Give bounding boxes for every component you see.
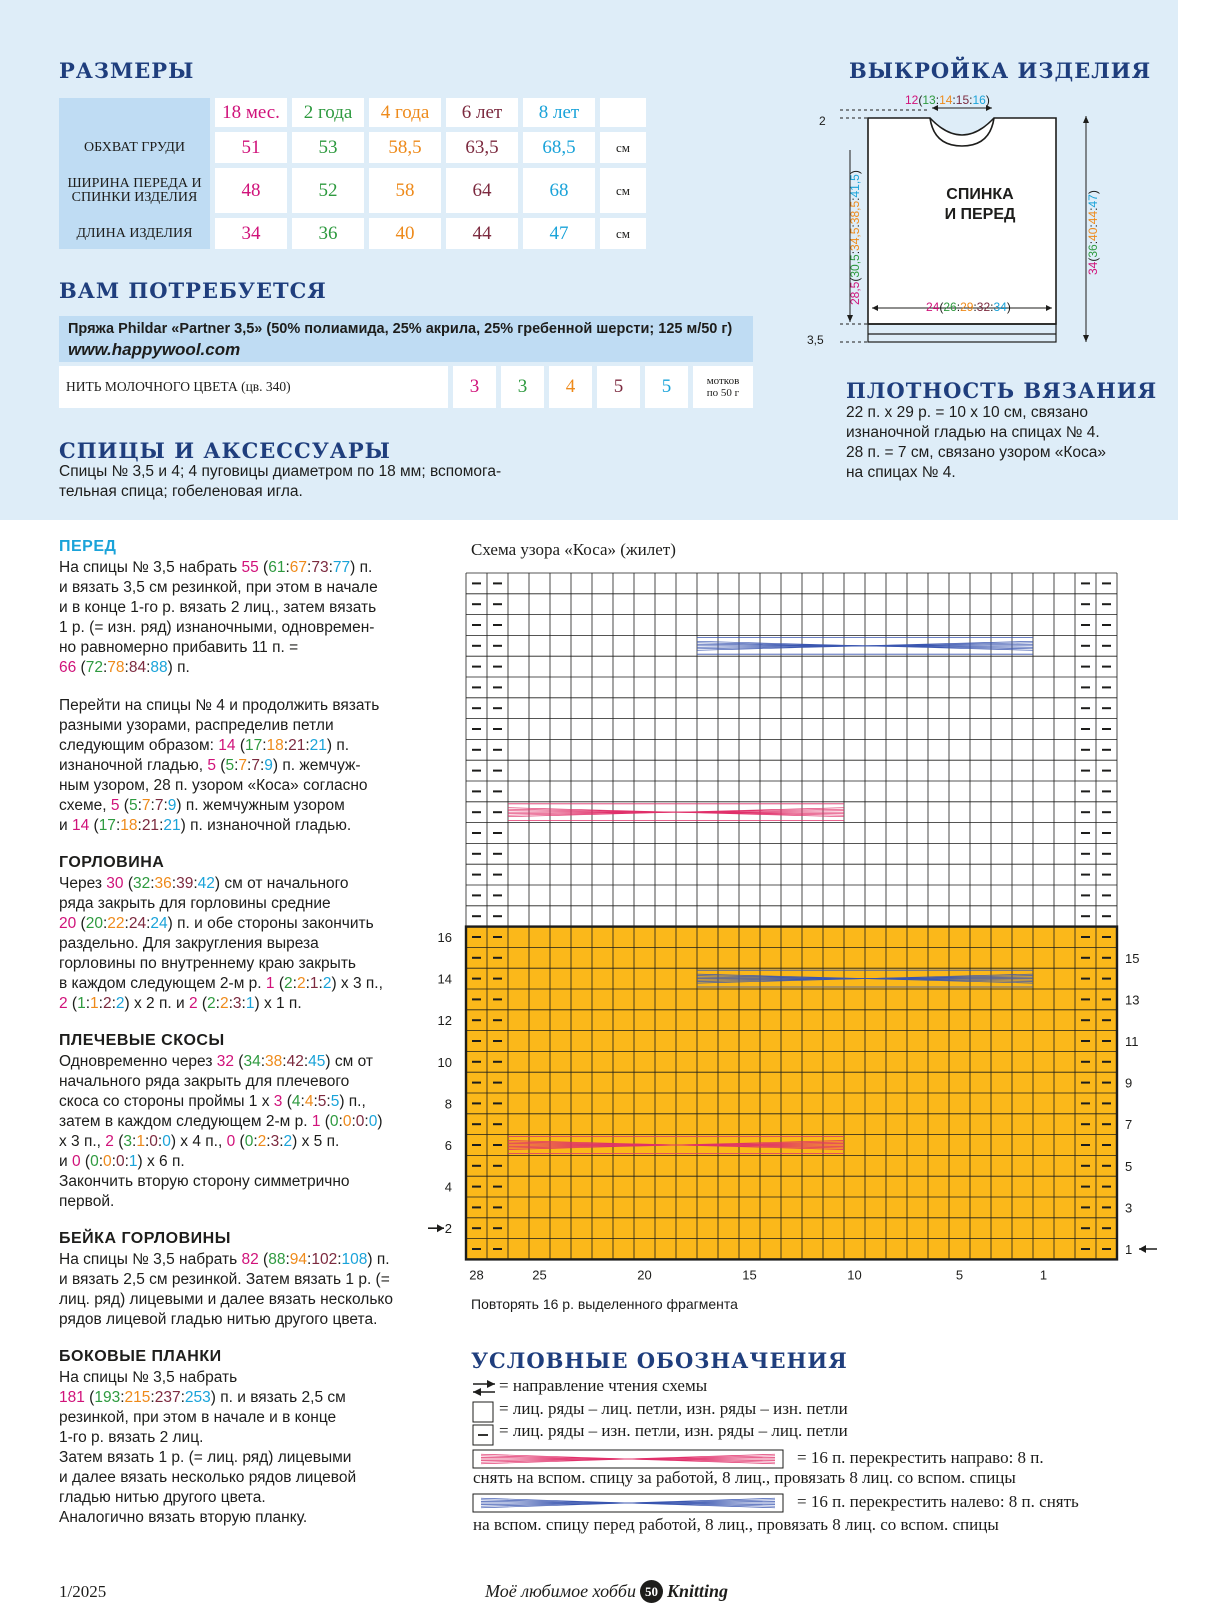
chart-col-label: 25 [532, 1267, 547, 1283]
needles-text: Спицы № 3,5 и 4; 4 пуговицы диаметром по 18 мм; вспомога- тельная спица; гобеленовая игла. [59, 463, 502, 500]
gauge-text: 22 п. х 29 р. = 10 х 10 см, связано изнаночной гладью на спицах № 4. 28 п. = 7 см, связано узором «Коса» на спицах № 4. [846, 404, 1107, 481]
instruction-line: горловины по внутреннему краю закрыть [59, 955, 356, 972]
skein-4y: 4 [549, 366, 592, 408]
instruction-line: На спицы № 3,5 набрать 82 (88:94:102:108) п. [59, 1251, 390, 1268]
instruction-line: скоса со стороны проймы 1 х 3 (4:4:5:5) п., [59, 1093, 366, 1110]
size-row-label: ДЛИНА ИЗДЕЛИЯ [59, 218, 210, 249]
size-value: 63,5 [446, 132, 518, 163]
chart-row-label: 1 [1125, 1242, 1133, 1257]
chart-row-label: 15 [1125, 950, 1140, 966]
reading-arrow-left-head [437, 1224, 444, 1232]
instruction-line: первой. [59, 1193, 115, 1210]
size-value: 44 [446, 218, 518, 249]
size-row-label: ОБХВАТ ГРУДИ [59, 132, 210, 163]
instruction-line: и вязать 3,5 см резинкой, при этом в начале [59, 579, 378, 596]
chart-row-label: 5 [1125, 1158, 1133, 1174]
instruction-line: На спицы № 3,5 набрать [59, 1369, 238, 1386]
instruction-line: Одновременно через 32 (34:38:42:45) см от [59, 1053, 373, 1070]
pattern-left-measure: 28,5(30,5:34,5:38,5:41,5) [848, 170, 862, 305]
instruction-line: гладью нитью другого цвета. [59, 1489, 266, 1506]
size-value: 64 [446, 168, 518, 213]
pattern-bottom-measure: 24(26:29:32:34) [926, 300, 1011, 314]
footer-brand [485, 1580, 728, 1603]
instruction-section-title: ПЕРЕД [59, 538, 117, 555]
chart-row-label: 9 [1125, 1075, 1133, 1091]
instruction-line: ным узором, 28 п. узором «Коса» согласно [59, 777, 368, 794]
chart-row-label: 10 [437, 1054, 452, 1070]
instruction-line: и в конце 1-го р. вязать 2 лиц., затем вязать [59, 599, 377, 616]
instruction-line: и вязать 2,5 см резинкой. Затем вязать 1 р. (= [59, 1271, 390, 1288]
instruction-line: начального ряда закрыть для плечевого [59, 1073, 350, 1090]
garment-schematic [820, 90, 1120, 360]
pattern-rib-measure: 3,5 [807, 333, 824, 347]
legend-knit-text: = лиц. ряды – лиц. петли, изн. ряды – изн. петли [499, 1399, 848, 1418]
chart-row-label: 7 [1125, 1117, 1133, 1133]
legend-cable-left-2: на вспом. спицу перед работой, 8 лиц., провязать 8 лиц. со вспом. спицы [473, 1515, 999, 1534]
size-row-label: ШИРИНА ПЕРЕДА И СПИНКИ ИЗДЕЛИЯ [59, 168, 210, 213]
instruction-line: Перейти на спицы № 4 и продолжить вязать [59, 697, 380, 714]
size-value: 52 [292, 168, 364, 213]
chart-row-label: 16 [437, 930, 452, 945]
instruction-line: Аналогично вязать вторую планку. [59, 1509, 308, 1526]
instruction-line: следующим образом: 14 (17:18:21:21) п. [59, 737, 350, 754]
legend-purl-text: = лиц. ряды – изн. петли, изн. ряды – лиц. петли [499, 1421, 848, 1440]
chart-row-label: 13 [1125, 992, 1140, 1008]
size-header: 2 года [292, 98, 364, 127]
pattern-right-measure: 34(36:40:44:47) [1086, 190, 1100, 275]
size-header-empty [600, 98, 646, 127]
cable-chart [420, 565, 1200, 1285]
pattern-shoulder-measure: 2 [819, 114, 826, 128]
reading-arrow-right-head [1139, 1245, 1146, 1253]
chart-row-label: 4 [444, 1179, 452, 1195]
size-header: 4 года [369, 98, 441, 127]
chart-row-label: 8 [444, 1096, 452, 1112]
instruction-line: в каждом следующем 2-м р. 1 (2:2:1:2) х 3 п., [59, 975, 383, 992]
chart-row-label: 12 [437, 1013, 452, 1029]
skein-8y: 5 [645, 366, 688, 408]
issue-number: 1/2025 [59, 1582, 107, 1601]
yarn-url[interactable]: www.happywool.com [68, 340, 241, 359]
legend-title: УСЛОВНЫЕ ОБОЗНАЧЕНИЯ [471, 1348, 848, 1373]
instruction-line: лиц. ряд) лицевыми и далее вязать несколько [59, 1291, 393, 1308]
chart-col-label: 10 [847, 1267, 862, 1283]
thread-label: НИТЬ МОЛОЧНОГО ЦВЕТА (цв. 340) [59, 366, 448, 408]
size-header: 6 лет [446, 98, 518, 127]
chart-row-label: 3 [1125, 1200, 1133, 1216]
skein-6y: 5 [597, 366, 640, 408]
instruction-line: Через 30 (32:36:39:42) см от начального [59, 875, 349, 892]
chart-row-label: 14 [437, 971, 452, 987]
instruction-line: но равномерно прибавить 11 п. = [59, 639, 299, 656]
legend-cable-right-2: снять на вспом. спицу за работой, 8 лиц., провязать 8 лиц. со вспом. спицы [473, 1468, 1016, 1487]
instruction-section-title: БЕЙКА ГОРЛОВИНЫ [59, 1230, 231, 1247]
size-value: 34 [215, 218, 287, 249]
legend-cable-right-1: = 16 п. перекрестить направо: 8 п. [797, 1448, 1044, 1467]
size-value: 51 [215, 132, 287, 163]
instruction-line: х 3 п., 2 (3:1:0:0) х 4 п., 0 (0:2:3:2) х 5 п. [59, 1133, 340, 1150]
size-value: 36 [292, 218, 364, 249]
instruction-line: раздельно. Для закругления выреза [59, 935, 319, 952]
chart-col-label: 28 [469, 1267, 484, 1283]
gauge-title: ПЛОТНОСТЬ ВЯЗАНИЯ [846, 378, 1158, 403]
chart-row-label: 11 [1125, 1034, 1139, 1049]
yarn-box [59, 316, 753, 362]
size-header: 18 мес. [215, 98, 287, 127]
instruction-section-title: ГОРЛОВИНА [59, 854, 165, 871]
legend-arrow-text: = направление чтения схемы [499, 1376, 708, 1395]
instruction-line: и далее вязать несколько рядов лицевой [59, 1469, 357, 1486]
materials-title: ВАМ ПОТРЕБУЕТСЯ [59, 278, 327, 303]
instruction-line: Закончить вторую сторону симметрично [59, 1173, 350, 1190]
yarn-description: Пряжа Phildar «Partner 3,5» (50% полиамида, 25% акрила, 25% гребенной шерсти; 125 м/50 г) [68, 321, 733, 337]
needles-title: СПИЦЫ И АКСЕССУАРЫ [59, 438, 391, 463]
instruction-line: На спицы № 3,5 набрать 55 (61:67:73:77) п. [59, 559, 373, 576]
size-value: 47 [523, 218, 595, 249]
instruction-line: и 0 (0:0:0:1) х 6 п. [59, 1153, 185, 1170]
instruction-line: ряда закрыть для горловины средние [59, 895, 331, 912]
size-value: 68 [523, 168, 595, 213]
skein-18m: 3 [453, 366, 496, 408]
chart-repeat-note: Повторять 16 р. выделенного фрагмента [471, 1296, 738, 1312]
size-value: 58 [369, 168, 441, 213]
size-value: 53 [292, 132, 364, 163]
size-value: 58,5 [369, 132, 441, 163]
chart-col-label: 5 [955, 1267, 964, 1283]
chart-row-label: 2 [444, 1221, 452, 1237]
instruction-line: резинкой, при этом в начале и в конце [59, 1409, 337, 1426]
pattern-piece-name: СПИНКА И ПЕРЕД [944, 186, 1016, 223]
instruction-section-title: БОКОВЫЕ ПЛАНКИ [59, 1348, 222, 1365]
legend-cable-left-1: = 16 п. перекрестить налево: 8 п. снять [797, 1492, 1079, 1511]
instruction-line: 2 (1:1:2:2) х 2 п. и 2 (2:2:3:1) х 1 п. [59, 995, 302, 1012]
size-unit: см [600, 132, 646, 163]
instruction-line: и 14 (17:18:21:21) п. изнаночной гладью. [59, 817, 352, 834]
chart-col-label: 15 [742, 1267, 757, 1283]
pattern-title: ВЫКРОЙКА ИЗДЕЛИЯ [849, 58, 1152, 83]
instruction-line: рядов лицевой гладью нитью другого цвета. [59, 1311, 378, 1328]
instruction-line: 66 (72:78:84:88) п. [59, 659, 190, 676]
instruction-line: 1 р. (= изн. ряд) изнаночными, одновремен- [59, 619, 375, 636]
instruction-line: 181 (193:215:237:253) п. и вязать 2,5 см [59, 1389, 346, 1406]
chart-title: Схема узора «Коса» (жилет) [471, 540, 676, 559]
instruction-line: 20 (20:22:24:24) п. и обе стороны закончить [59, 915, 374, 932]
skein-unit: мотков по 50 г [693, 366, 753, 408]
page-number: 50 [640, 1580, 663, 1603]
magazine-name: Моё любимое хобби [485, 1581, 636, 1601]
size-value: 68,5 [523, 132, 595, 163]
sizes-title: РАЗМЕРЫ [59, 58, 195, 83]
size-value: 40 [369, 218, 441, 249]
size-value: 48 [215, 168, 287, 213]
instruction-line: 1-го р. вязать 2 лиц. [59, 1429, 204, 1446]
instruction-line: Затем вязать 1 р. (= лиц. ряд) лицевыми [59, 1449, 352, 1466]
chart-row-label: 6 [444, 1138, 452, 1153]
instruction-line: схеме, 5 (5:7:7:9) п. жемчужным узором [59, 797, 345, 814]
pattern-top-measure: 12(13:14:15:16) [905, 93, 990, 107]
size-unit: см [600, 168, 646, 213]
instruction-section-title: ПЛЕЧЕВЫЕ СКОСЫ [59, 1032, 225, 1049]
instruction-line: изнаночной гладью, 5 (5:7:7:9) п. жемчуж- [59, 757, 361, 774]
size-unit: см [600, 218, 646, 249]
chart-col-label: 20 [637, 1267, 652, 1283]
chart-col-label: 1 [1039, 1267, 1048, 1283]
skein-2y: 3 [501, 366, 544, 408]
size-header: 8 лет [523, 98, 595, 127]
instruction-line: разными узорами, распределив петли [59, 717, 334, 734]
instruction-line: затем в каждом следующем 2-м р. 1 (0:0:0:0) [59, 1113, 383, 1130]
section-name: Knitting [666, 1581, 729, 1601]
